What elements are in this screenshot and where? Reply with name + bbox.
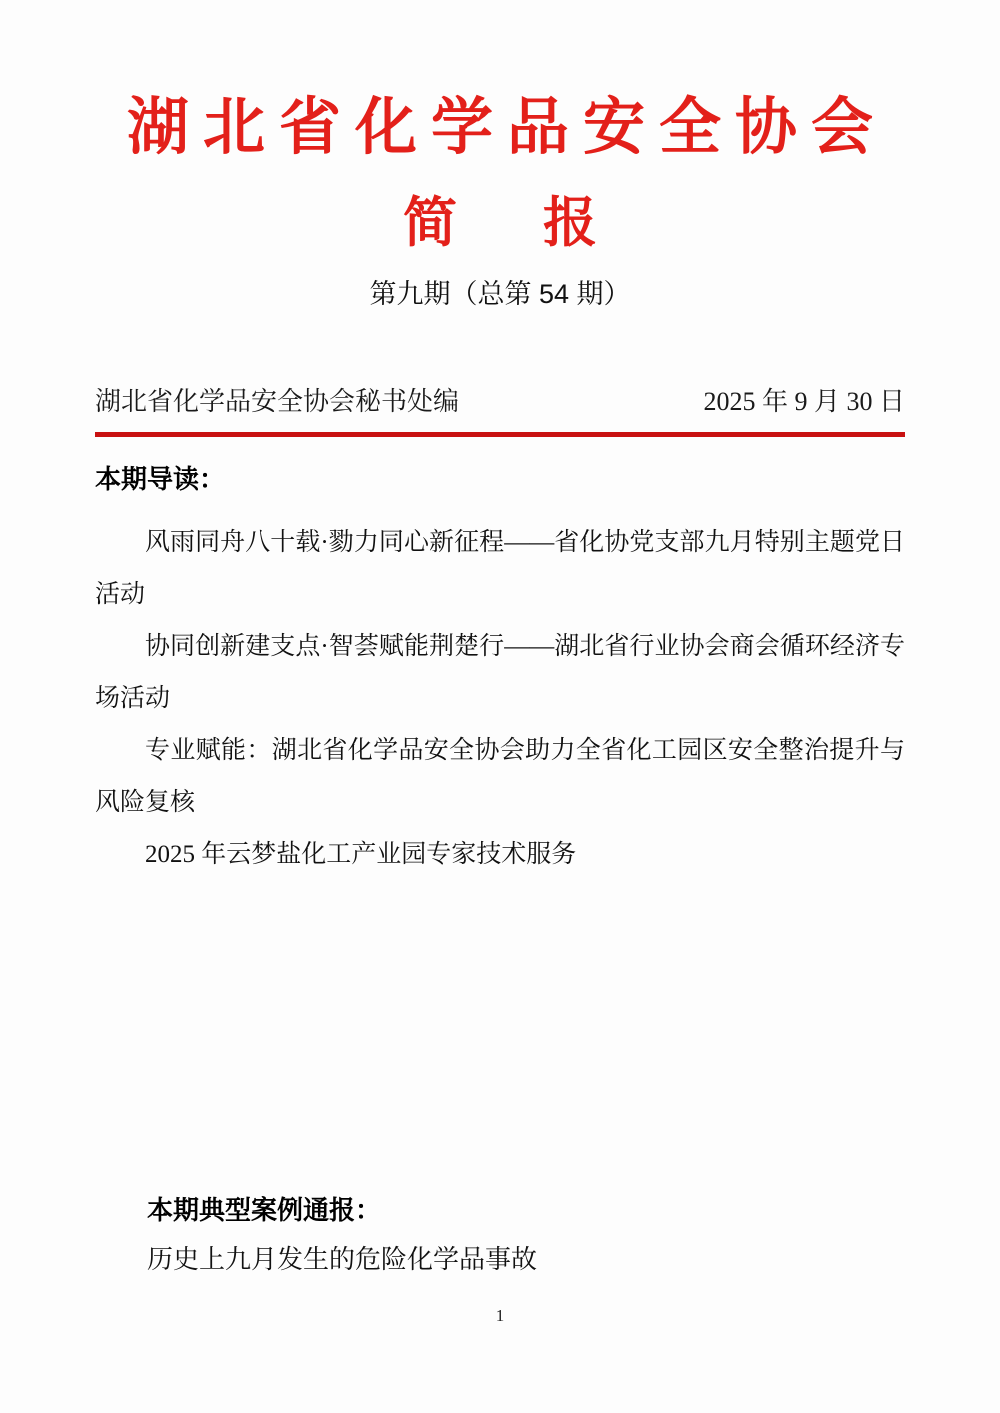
page-number: 1 xyxy=(495,1306,505,1325)
guide-list xyxy=(95,517,905,881)
red-divider-rule xyxy=(95,432,905,437)
case-heading: 本期典型案例通报： xyxy=(147,1195,382,1225)
guide-item: 风雨同舟八十载·勠力同心新征程——省化协党支部九月特别主题党日活动 xyxy=(95,529,905,608)
issue-number: 第九期（总第 54 期） xyxy=(369,279,631,309)
organization-title: 湖北省化学品安全协会 xyxy=(126,94,887,162)
meta-row xyxy=(95,384,905,420)
bulletin-title: 简 报 xyxy=(403,193,613,253)
guide-item: 专业赋能：湖北省化学品安全协会助力全省化工园区安全整治提升与风险复核 xyxy=(95,737,905,816)
guide-item: 协同创新建支点·智荟赋能荆楚行——湖北省行业协会商会循环经济专场活动 xyxy=(95,633,905,712)
guide-item: 2025 年云梦盐化工产业园专家技术服务 xyxy=(145,841,577,868)
publish-date: 2025 年 9 月 30 日 xyxy=(703,387,905,416)
case-item: 历史上九月发生的危险化学品事故 xyxy=(147,1245,538,1274)
guide-heading: 本期导读： xyxy=(95,464,226,494)
editor-line: 湖北省化学品安全协会秘书处编 xyxy=(95,387,460,416)
